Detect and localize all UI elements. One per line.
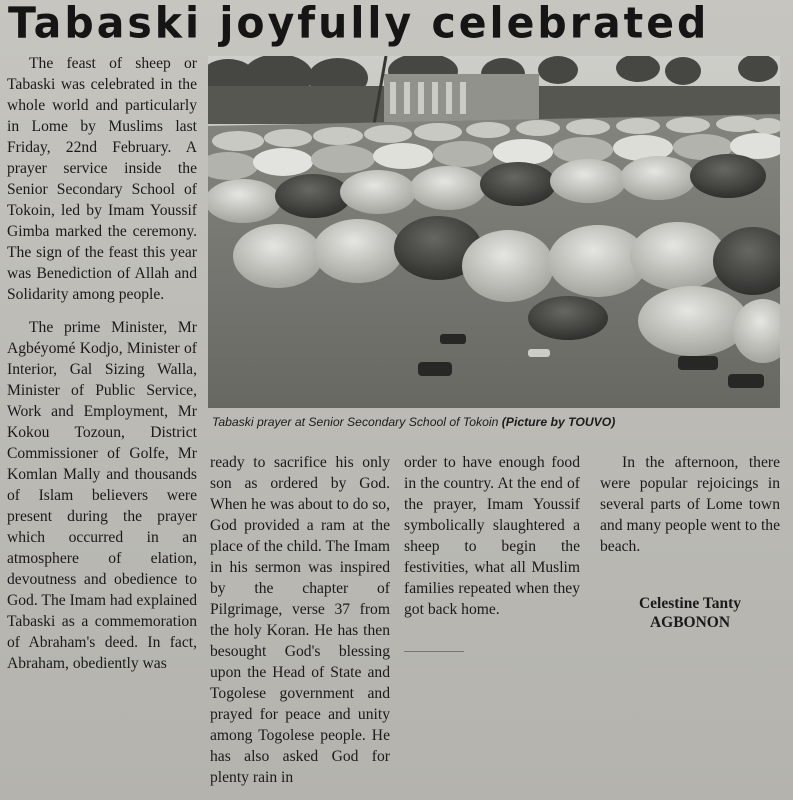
headline: Tabaski joyfully celebrated xyxy=(8,0,710,49)
prayer-photo xyxy=(208,56,780,408)
article-column-2 xyxy=(210,452,390,788)
byline-surname: AGBONON xyxy=(649,614,731,631)
article-column-4 xyxy=(600,452,780,557)
paragraph-intro: The feast of sheep or Tabaski was celebrated in the whole world and particularly in Lome by Muslims last Friday, 22nd February. A prayer service inside the Senior Secondary School of Tokoin, led by Imam Youssif Gimba marked the ceremony. The sign of the feast this year was Benediction of Allah and Solidarity among people. xyxy=(7,55,197,303)
paragraph-afternoon: In the afternoon, there were popular rejoicings in several parts of Lome town and many people went to the beach. xyxy=(600,454,780,555)
photo-caption xyxy=(212,413,782,431)
byline xyxy=(600,594,780,632)
paragraph-sermon: ready to sacrifice his only son as ordered by God. When he was about to do so, God provided a ram at the place of the child. The Imam in his sermon was inspired by the chapter of Pilgrimage, verse 37 from the holy Koran. He has then besought God's blessing upon the Head of State and Togolese government and prayed for peace and unity among Togolese people. He has also asked God for plenty rain in xyxy=(210,454,390,786)
paragraph-festivities: order to have enough food in the country. At the end of the prayer, Imam Youssif symbolically slaughtered a sheep to begin the festivities, what all Muslim families repeated when they got back home. xyxy=(404,454,580,618)
article-column-1 xyxy=(7,53,197,674)
paragraph-dignitaries: The prime Minister, Mr Agbéyomé Kodjo, Minister of Interior, Gal Sizing Walla, Minister of Public Service, Work and Employment, Mr Kokou Tozoun, District Commissioner of Golfe, Mr Komlan Mally and thousands of Islam believers were present during the prayer which occurred in an atmosphere of elation, devoutness and obedience to God. The Imam had explained Tabaski as a commemoration of Abraham's deed. In fact, Abraham, obediently was xyxy=(7,319,197,672)
end-rule xyxy=(404,651,464,652)
caption-credit: (Picture by TOUVO) xyxy=(501,415,616,429)
byline-name: Celestine Tanty xyxy=(638,595,742,612)
article-column-3 xyxy=(404,452,580,620)
caption-text: Tabaski prayer at Senior Secondary School of Tokoin xyxy=(212,415,502,429)
